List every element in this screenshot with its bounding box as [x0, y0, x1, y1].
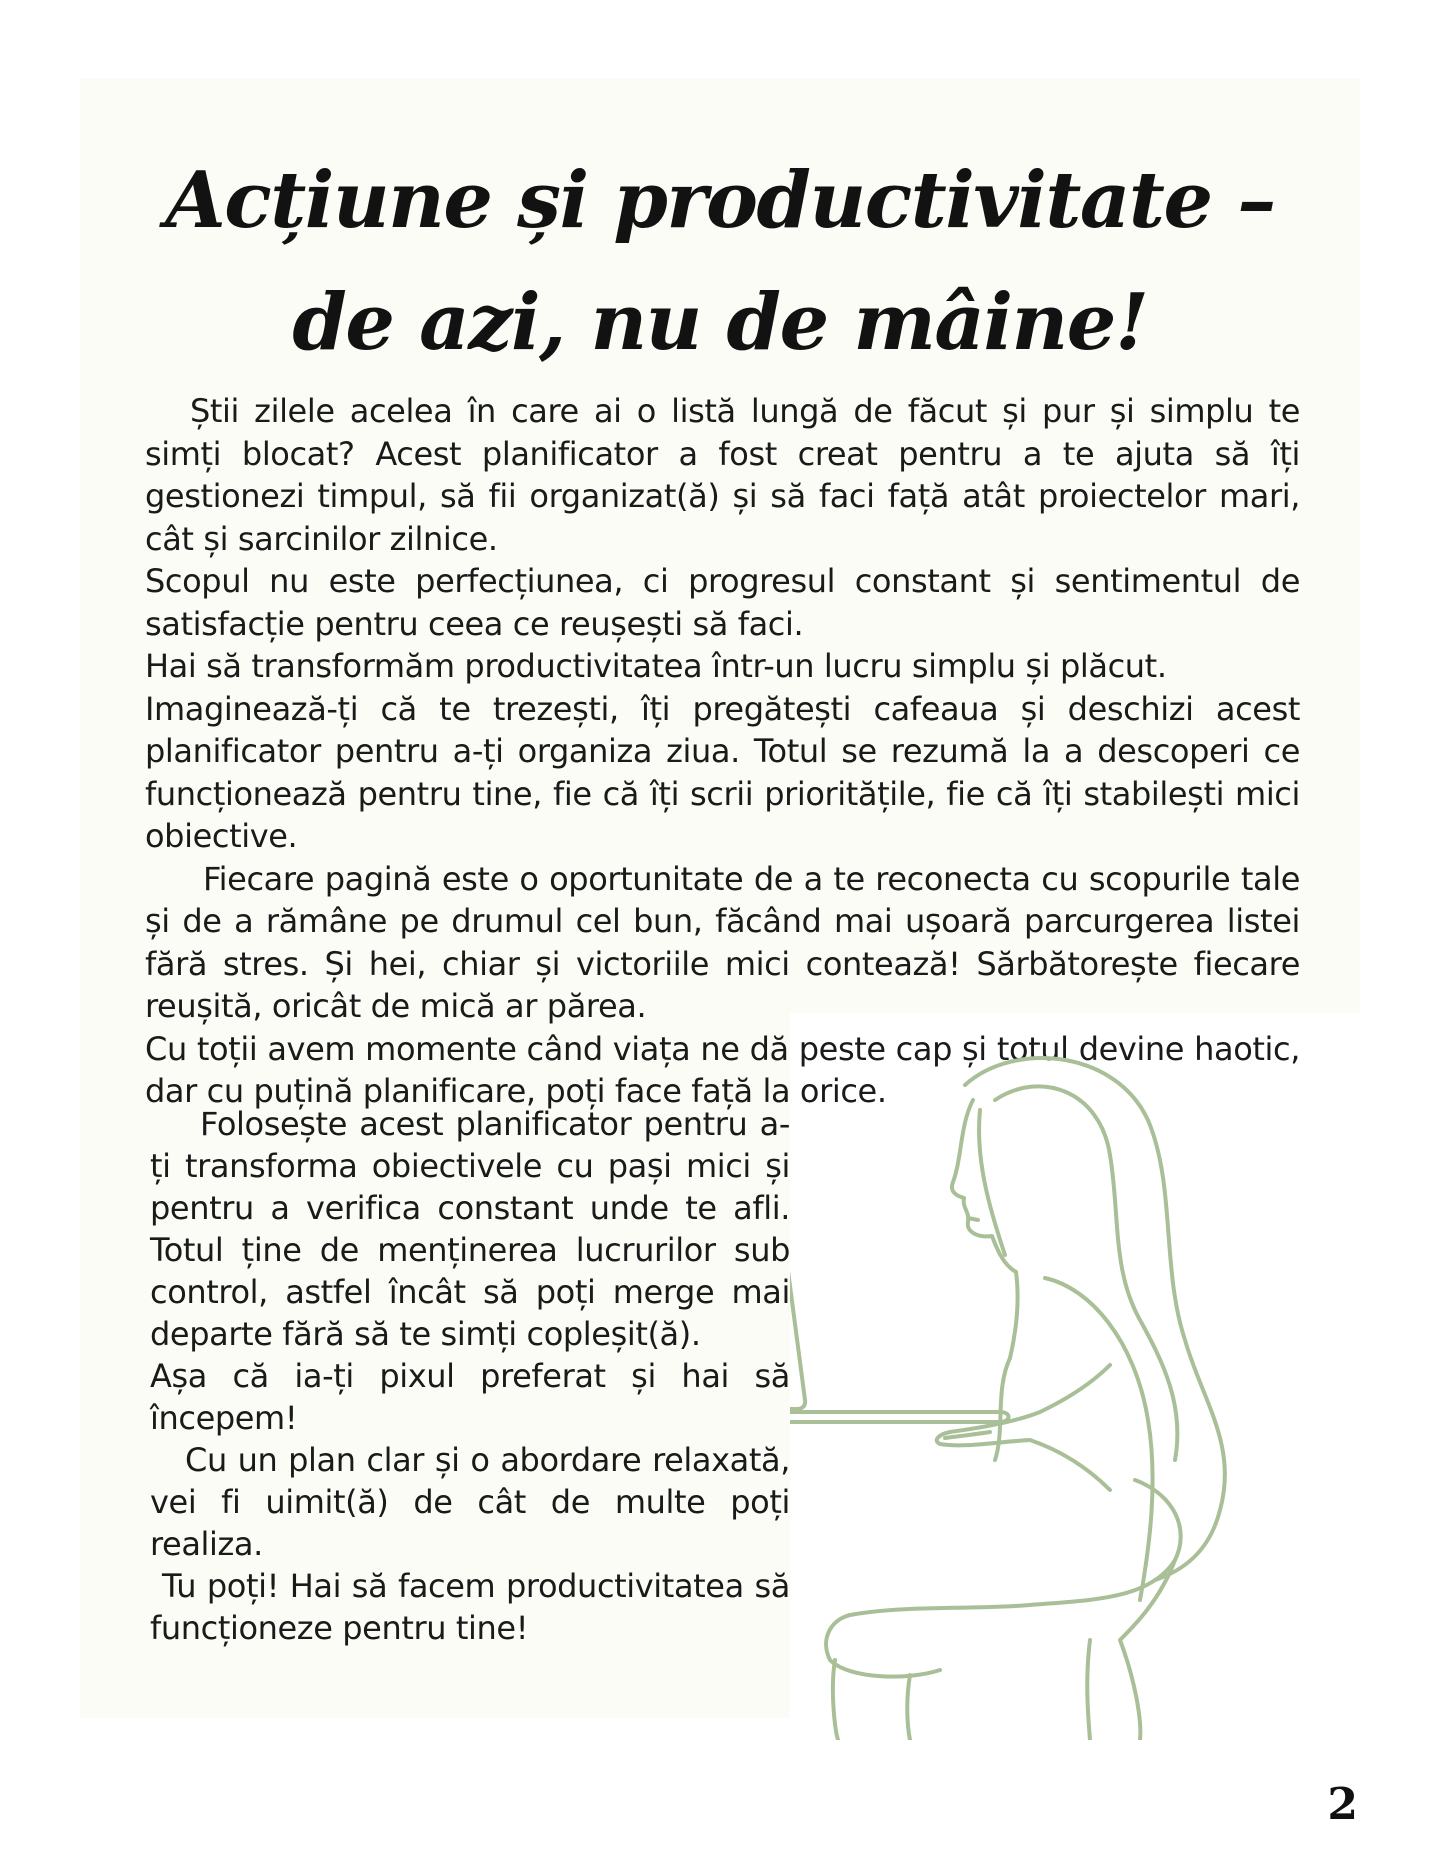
page-number: 2 — [1327, 1779, 1358, 1830]
intro-text — [145, 390, 1300, 1113]
paragraph-3: Hai să transformăm productivitatea într-un lucru simplu și plăcut. — [145, 647, 1167, 685]
woman-with-laptop-line-art-icon — [790, 1040, 1370, 1740]
paragraph-7: Folosește acest planificator pentru a-ți transforma obiectivele cu pași mici și pentru a verifica constant unde te afli. Totul ține de menținerea lucrurilor sub control, astfel încât să poți merge mai departe fără să te simți copleșit(ă). — [150, 1105, 790, 1353]
paragraph-4: Imaginează-ți că te trezești, îți pregătești cafeaua și deschizi acest planificator pentru a-ți organiza ziua. Totul se rezumă la a descoperi ce funcționează pentru tine, fie că îți scrii prioritățile, fie că îți stabilești mici obiective. — [145, 689, 1300, 855]
paragraph-10: Tu poți! Hai să facem productivitatea să funcționeze pentru tine! — [150, 1567, 790, 1647]
paragraph-6: Cu toții avem momente când viața ne dă peste cap și totul devine haotic, dar cu puțină planificare, poți face față la orice. — [145, 1029, 1300, 1110]
column-text — [150, 1103, 790, 1649]
paragraph-5: Fiecare pagină este o oportunitate de a te reconecta cu scopurile tale și de a rămâne pe drumul cel bun, făcând mai ușoară parcurgerea listei fără stres. Și hei, chiar și victoriile mici contează! Sărbătorește fiecare reușită, oricât de mică ar părea. — [145, 859, 1300, 1025]
paragraph-8: Așa că ia-ți pixul preferat și hai să începem! — [150, 1357, 790, 1437]
paragraph-1: Știi zilele acelea în care ai o listă lungă de făcut și pur și simplu te simți blocat? Acest planificator a fost creat pentru a te ajuta să îți gestionezi timpul, să fii organizat(ă) și să faci față atât proiectelor mari, cât și sarcinilor zilnice. — [145, 392, 1300, 558]
paragraph-2: Scopul nu este perfecțiunea, ci progresul constant și sentimentul de satisfacție pentru ceea ce reușești să faci. — [145, 562, 1300, 643]
page-title: Acțiune și productivitate – de azi, nu de mâine! — [165, 155, 1275, 368]
paragraph-9: Cu un plan clar și o abordare relaxată, vei fi uimit(ă) de cât de multe poți realiza. — [150, 1441, 790, 1563]
